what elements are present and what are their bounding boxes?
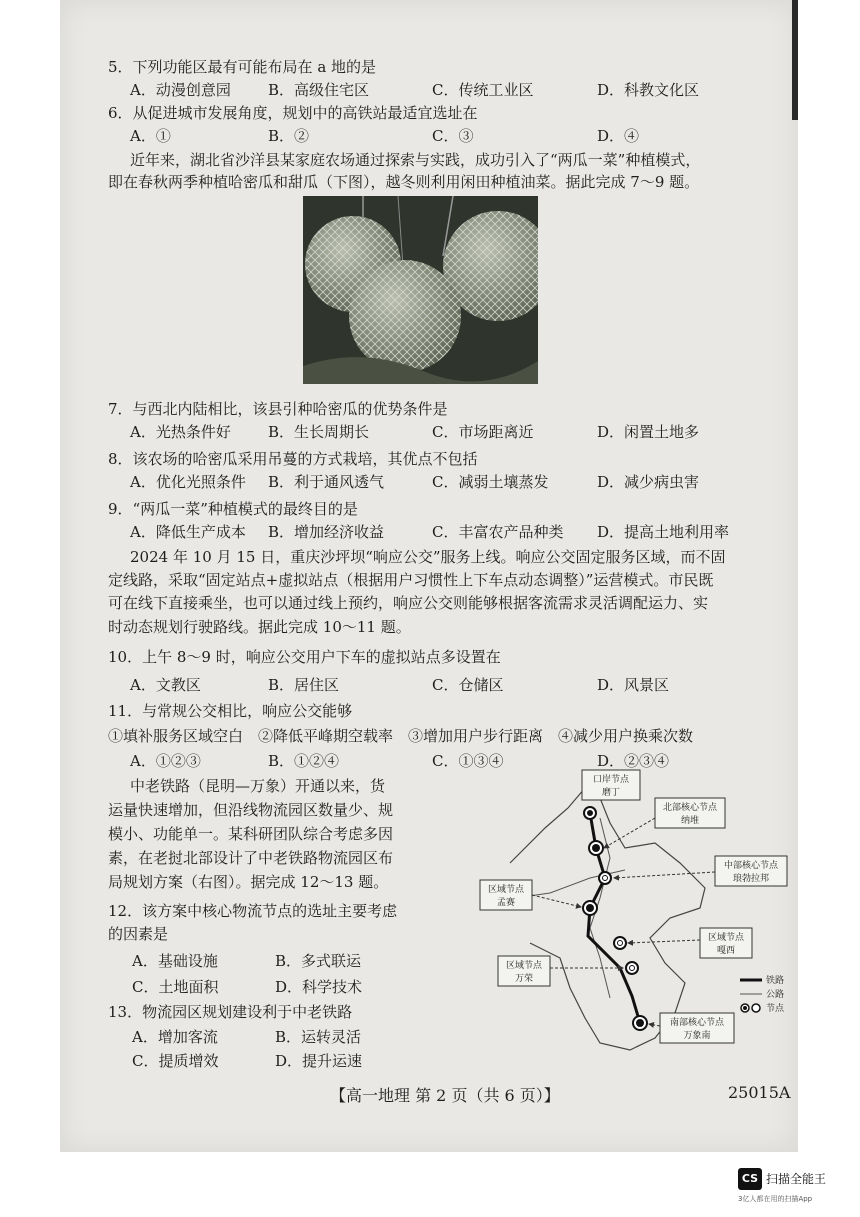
q7-option-a: A．光热条件好 — [130, 423, 231, 441]
node-regional-west-name: 孟赛 — [496, 898, 516, 908]
q8-option-b: B．利于通风透气 — [268, 473, 385, 491]
q7-option-d: D．闲置土地多 — [597, 423, 700, 441]
q12-stem-line-2: 的因素是 — [108, 925, 169, 943]
passage2-line-3: 可在线下直接乘坐，也可以通过线上预约，响应公交则能够根据客流需求灵活调配运力、实 — [108, 594, 709, 612]
q6-option-c: C．③ — [432, 127, 474, 145]
passage1-line-2: 即在春秋两季种植哈密瓜和甜瓜（下图），越冬则利用闲田种植油菜。据此完成 7～9 题。 — [108, 173, 700, 191]
node-south-title: 南部核心节点 — [669, 1018, 725, 1028]
node-north-name: 纳堆 — [680, 816, 700, 826]
node-south-name: 万象南 — [683, 1031, 711, 1041]
scan-edge — [792, 0, 798, 120]
q10-option-a: A．文教区 — [130, 676, 201, 694]
exam-page — [60, 0, 798, 1152]
page-footer: 【高一地理 第 2 页（共 6 页）】 — [330, 1086, 560, 1105]
passage3-line-2: 运量快速增加，但沿线物流园区数量少、规 — [108, 801, 394, 819]
passage2-line-4: 时动态规划行驶路线。据此完成 10～11 题。 — [108, 618, 411, 636]
q10-stem: 10．上午 8～9 时，响应公交用户下车的虚拟站点多设置在 — [108, 648, 501, 666]
q12-option-b: B．多式联运 — [275, 952, 362, 970]
q9-option-c: C．丰富农产品种类 — [432, 523, 564, 541]
node-regional-east-name: 嘎西 — [716, 946, 736, 956]
brand-tagline: 3亿人都在用的扫描App — [738, 1195, 813, 1203]
legend-node: 节点 — [766, 1004, 785, 1014]
q10-option-c: C．仓储区 — [432, 676, 504, 694]
q13-option-d: D．提升运速 — [275, 1052, 363, 1070]
q12-option-a: A．基础设施 — [132, 952, 218, 970]
scanner-watermark — [738, 1166, 848, 1208]
q13-option-b: B．运转灵活 — [275, 1028, 362, 1046]
q6-stem: 6．从促进城市发展角度，规划中的高铁站最适宜选址在 — [108, 104, 478, 122]
q13-stem: 13．物流园区规划建设利于中老铁路 — [108, 1003, 353, 1021]
q7-option-c: C．市场距离近 — [432, 423, 534, 441]
q5-stem: 5．下列功能区最有可能布局在 a 地的是 — [108, 58, 377, 76]
node-central-title: 中部核心节点 — [723, 861, 779, 871]
q13-option-a: A．增加客流 — [132, 1028, 218, 1046]
q13-option-c: C．提质增效 — [132, 1052, 219, 1070]
q11-option-a: A．①②③ — [130, 752, 201, 770]
q11-option-c: C．①③④ — [432, 752, 504, 770]
node-regional-vang-name: 万荣 — [514, 974, 534, 984]
q11-option-d: D．②③④ — [597, 752, 670, 770]
melon-photo — [303, 196, 538, 384]
q11-option-b: B．①②④ — [268, 752, 340, 770]
node-central-name: 琅勃拉邦 — [732, 874, 770, 884]
q6-option-b: B．② — [268, 127, 310, 145]
q12-option-c: C．土地面积 — [132, 978, 219, 996]
passage2-line-1: 2024 年 10 月 15 日，重庆沙坪坝“响应公交”服务上线。响应公交固定服务区域，而不固 — [130, 548, 726, 566]
node-port-name: 磨丁 — [601, 788, 621, 798]
q8-stem: 8．该农场的哈密瓜采用吊蔓的方式栽培，其优点不包括 — [108, 450, 478, 468]
q8-option-c: C．减弱土壤蒸发 — [432, 473, 549, 491]
camscanner-logo-icon: CS — [738, 1168, 762, 1190]
passage3-line-1: 中老铁路（昆明—万象）开通以来，货 — [130, 777, 386, 795]
passage2-line-2: 定线路，采取“固定站点+虚拟站点（根据用户习惯性上下车点动态调整）”运营模式。市民既 — [108, 571, 714, 589]
q10-option-d: D．风景区 — [597, 676, 670, 694]
q6-option-a: A．① — [130, 127, 171, 145]
q7-option-b: B．生长周期长 — [268, 423, 370, 441]
q9-stem: 9．“两瓜一菜”种植模式的最终目的是 — [108, 500, 358, 518]
q7-stem: 7．与西北内陆相比，该县引种哈密瓜的优势条件是 — [108, 400, 448, 418]
legend-railway: 铁路 — [766, 976, 785, 986]
q10-option-b: B．居住区 — [268, 676, 340, 694]
passage3-line-3: 模小、功能单一。某科研团队综合考虑多因 — [108, 825, 394, 843]
brand-name: 扫描全能王 — [766, 1172, 827, 1186]
q8-option-d: D．减少病虫害 — [597, 473, 700, 491]
node-regional-east-title: 区域节点 — [707, 933, 745, 943]
q5-option-b: B．高级住宅区 — [268, 81, 370, 99]
q9-option-d: D．提高土地利用率 — [597, 523, 730, 541]
node-regional-vang-title: 区域节点 — [505, 961, 543, 971]
passage1-line-1: 近年来，湖北省沙洋县某家庭农场通过探索与实践，成功引入了“两瓜一菜”种植模式， — [130, 151, 701, 169]
q5-option-c: C．传统工业区 — [432, 81, 534, 99]
legend-highway: 公路 — [766, 990, 785, 1000]
q8-option-a: A．优化光照条件 — [130, 473, 246, 491]
passage3-line-4: 素，在老挝北部设计了中老铁路物流园区布 — [108, 849, 394, 867]
q11-statements: ①填补服务区域空白 ②降低平峰期空载率 ③增加用户步行距离 ④减少用户换乘次数 — [108, 727, 694, 745]
logistics-layout-diagram — [450, 768, 790, 1058]
q9-option-a: A．降低生产成本 — [130, 523, 246, 541]
q5-option-a: A．动漫创意园 — [130, 81, 231, 99]
q12-stem-line-1: 12．该方案中核心物流节点的选址主要考虑 — [108, 902, 398, 920]
node-north-title: 北部核心节点 — [662, 803, 718, 813]
exam-code: 25015A — [728, 1083, 791, 1102]
q6-option-d: D．④ — [597, 127, 640, 145]
q9-option-b: B．增加经济收益 — [268, 523, 385, 541]
node-markers — [583, 807, 647, 1030]
q5-option-d: D．科教文化区 — [597, 81, 700, 99]
node-port-title: 口岸节点 — [592, 775, 630, 785]
q11-stem: 11．与常规公交相比，响应公交能够 — [108, 702, 353, 720]
node-regional-west-title: 区域节点 — [487, 885, 525, 895]
q12-option-d: D．科学技术 — [275, 978, 363, 996]
passage3-line-5: 局规划方案（右图）。据完成 12～13 题。 — [108, 873, 389, 891]
